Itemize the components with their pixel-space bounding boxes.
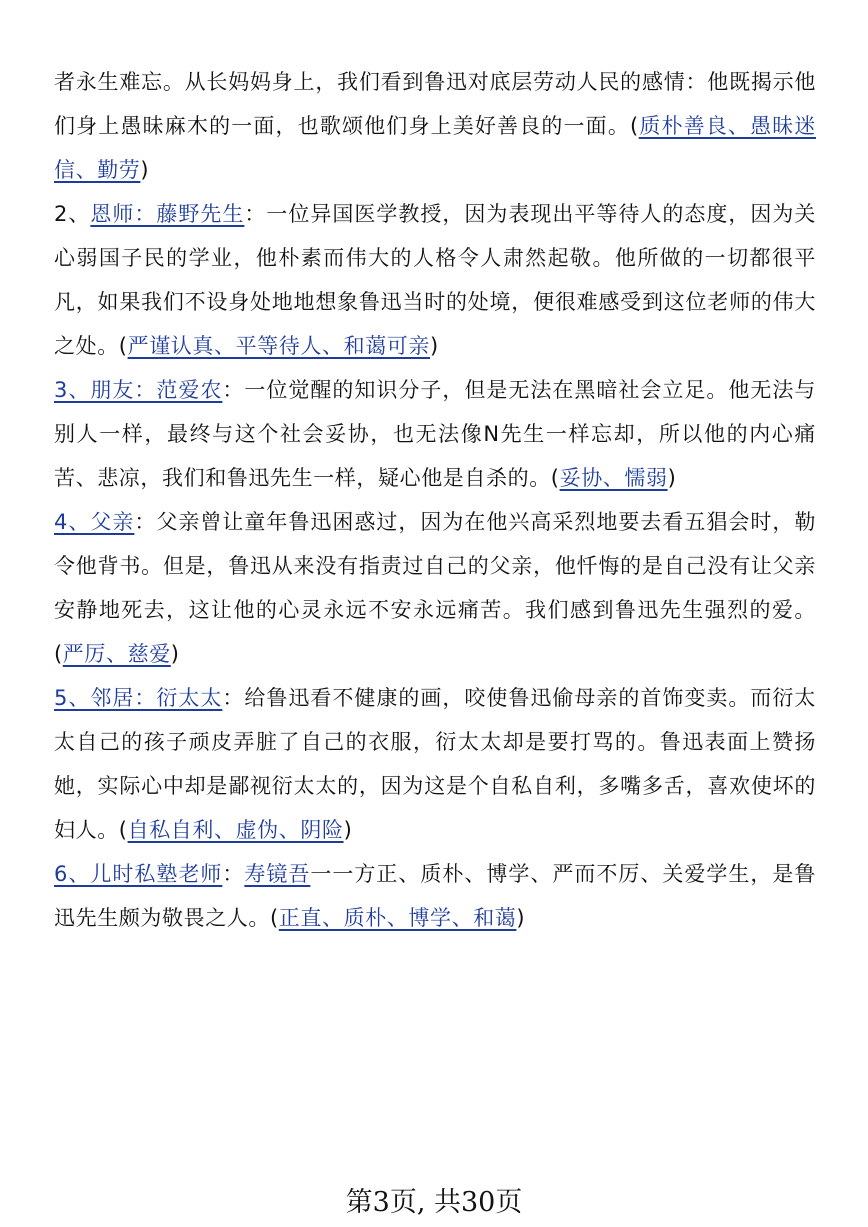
traits-link[interactable]: 自私自利、虚伪、阴险: [127, 818, 344, 842]
paren-close: ): [170, 642, 180, 666]
paragraph-changmama: [54, 60, 816, 192]
page-number-footer: 第3页, 共30页: [345, 1187, 523, 1218]
item-number: 2、: [54, 202, 91, 226]
paragraph-tengye: [54, 192, 816, 368]
paragraph-body: 一一方正、质朴、博学、严而不厉、关爱学生，是鲁迅先生颇为敬畏之人。(: [54, 862, 816, 930]
paragraph-body: ：一位觉醒的知识分子，但是无法在黑暗社会立足。他无法与别人一样，最终与这个社会妥协，也无法像N先生一样忘却，所以他的内心痛苦、悲凉，我们和鲁迅先生一样，疑心他是自杀的。(: [54, 378, 816, 490]
paren-close: ): [140, 158, 150, 182]
paragraph-father: [54, 500, 816, 676]
paragraph-yantaitai: [54, 676, 816, 852]
heading-separator: ：: [222, 862, 245, 886]
page-content: [54, 60, 816, 940]
heading-link[interactable]: 6、儿时私塾老师: [54, 862, 223, 886]
traits-link[interactable]: 质朴善良、愚昧迷信、勤劳: [54, 114, 816, 182]
paragraph-body: ：一位异国医学教授，因为表现出平等待人的态度，因为关心弱国子民的学业，他朴素而伟大的人格令人肃然起敬。他所做的一切都很平凡，如果我们不设身处地地想象鲁迅当时的处境，便很难感受到这位老师的伟大之处。(: [54, 202, 817, 358]
paragraph-body: 者永生难忘。从长妈妈身上，我们看到鲁迅对底层劳动人民的感情：他既揭示他们身上愚昧麻木的一面，也歌颂他们身上美好善良的一面。(: [54, 70, 816, 138]
heading-link[interactable]: 恩师：藤野先生: [90, 202, 245, 226]
paren-close: ): [516, 906, 526, 930]
heading-link[interactable]: 4、父亲: [54, 510, 135, 534]
paragraph-shoujingwu: [54, 852, 816, 940]
paren-close: ): [343, 818, 353, 842]
traits-link[interactable]: 正直、质朴、博学、和蔼: [278, 906, 517, 930]
heading-link[interactable]: 5、邻居：衍太太: [54, 686, 223, 710]
paren-close: ): [667, 466, 677, 490]
paren-close: ): [430, 334, 439, 358]
paragraph-fanainong: [54, 368, 816, 500]
traits-link[interactable]: 严谨认真、平等待人、和蔼可亲: [127, 334, 430, 358]
traits-link[interactable]: 妥协、懦弱: [559, 466, 668, 490]
paragraph-body: ：给鲁迅看不健康的画，咬使鲁迅偷母亲的首饰变卖。而衍太太自己的孩子顽皮弄脏了自己的衣服，衍太太却是要打骂的。鲁迅表面上赞扬她，实际心中却是鄙视衍太太的，因为这是个自私自利，多嘴多舌，喜欢使坏的妇人。(: [54, 686, 816, 842]
name-link[interactable]: 寿镜吾: [244, 862, 311, 886]
traits-link[interactable]: 严厉、慈爱: [62, 642, 171, 666]
paragraph-body: ：父亲曾让童年鲁迅困惑过，因为在他兴高采烈地要去看五猖会时，勒令他背书。但是，鲁迅从来没有指责过自己的父亲，他忏悔的是自己没有让父亲安静地死去，这让他的心灵永远不安永远痛苦。我们感到鲁迅先生强烈的爱。(: [54, 510, 816, 666]
heading-link[interactable]: 3、朋友：范爱农: [54, 378, 223, 402]
